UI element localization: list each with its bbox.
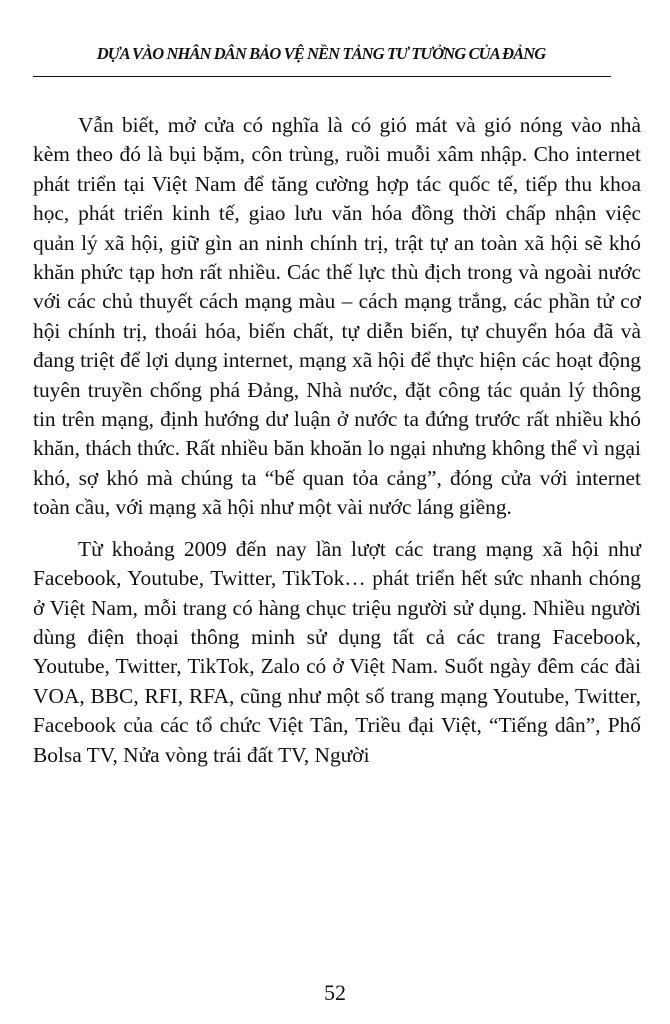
body-text [33, 111, 641, 770]
page-number: 52 [324, 980, 346, 1005]
header-rule [33, 76, 611, 77]
paragraph-1: Vẫn biết, mở cửa có nghĩa là có gió mát và gió nóng vào nhà kèm theo đó là bụi bặm, côn trùng, ruồi muỗi xâm nhập. Cho internet phát triển tại Việt Nam để tăng cường hợp tác quốc tế, tiếp thu khoa học, phát triển kinh tế, giao lưu văn hóa đồng thời chấp nhận việc quản lý xã hội, giữ gìn an ninh chính trị, trật tự an toàn xã hội sẽ khó khăn phức tạp hơn rất nhiều. Các thế lực thù địch trong và ngoài nước với các chủ thuyết cách mạng màu – cách mạng trắng, các phần tử cơ hội chính trị, thoái hóa, biến chất, tự diễn biến, tự chuyển hóa đã và đang triệt để lợi dụng internet, mạng xã hội để thực hiện các hoạt động tuyên truyền chống phá Đảng, Nhà nước, đặt công tác quản lý thông tin trên mạng, định hướng dư luận ở nước ta đứng trước rất nhiều khó khăn, thách thức. Rất nhiều băn khoăn lo ngại nhưng không thể vì ngại khó, sợ khó mà chúng ta “bế quan tỏa cảng”, đóng cửa với internet toàn cầu, với mạng xã hội như một vài nước láng giềng. [33, 113, 641, 520]
running-header: DỰA VÀO NHÂN DÂN BẢO VỆ NỀN TẢNG TƯ TƯỞNG CỦA ĐẢNG [96, 44, 546, 63]
paragraph-2: Từ khoảng 2009 đến nay lần lượt các trang mạng xã hội như Facebook, Youtube, Twitter, TikTok… phát triển hết sức nhanh chóng ở Việt Nam, mỗi trang có hàng chục triệu người sử dụng. Nhiều người dùng điện thoại thông minh sử dụng tất cả các trang Facebook, Youtube, Twitter, TikTok, Zalo có ở Việt Nam. Suốt ngày đêm các đài VOA, BBC, RFI, RFA, cũng như một số trang mạng Youtube, Twitter, Facebook của các tổ chức Việt Tân, Triều đại Việt, “Tiếng dân”, Phố Bolsa TV, Nửa vòng trái đất TV, Người [33, 536, 641, 767]
